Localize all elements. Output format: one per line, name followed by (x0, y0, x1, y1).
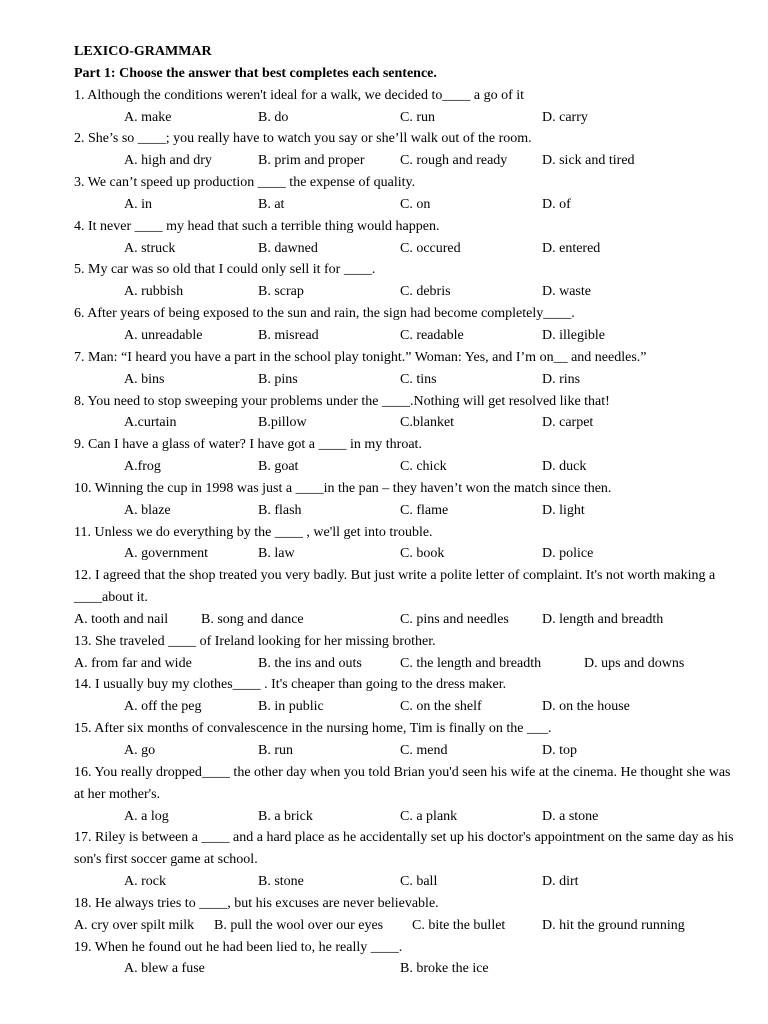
option-c: C. ball (400, 874, 438, 890)
option-d: D. ups and downs (584, 655, 685, 671)
option-c: C. run (400, 109, 435, 125)
option-b: B. broke the ice (400, 961, 489, 977)
question-stem: 4. It never ____ my head that such a terrible thing would happen. (74, 218, 440, 234)
option-a: A.frog (124, 459, 161, 475)
option-a: A.curtain (124, 415, 177, 431)
option-a: A. make (124, 109, 172, 125)
answer-options (74, 806, 738, 828)
option-b: B. pins (258, 371, 298, 387)
option-c: C. occured (400, 240, 461, 256)
option-a: A. tooth and nail (74, 611, 169, 627)
option-c: C. rough and ready (400, 153, 508, 169)
option-c: C. flame (400, 502, 449, 518)
answer-options (74, 958, 738, 980)
option-d: D. dirt (542, 874, 579, 890)
option-c: C. mend (400, 743, 448, 758)
question-stem: 12. I agreed that the shop treated you very badly. But just write a polite letter of complaint. It's not worth making a ____about it. (74, 568, 716, 606)
answer-options (74, 412, 738, 434)
option-a: A. off the peg (124, 699, 202, 715)
option-c: C. tins (400, 371, 437, 387)
option-b: B. misread (258, 327, 319, 343)
option-c: C. book (400, 546, 445, 562)
answer-options (74, 456, 738, 478)
option-a: A. rock (124, 874, 166, 890)
option-d: D. sick and tired (542, 153, 635, 169)
option-d: D. a stone (542, 808, 599, 824)
option-b: B. scrap (258, 284, 304, 300)
option-b: B. goat (258, 459, 299, 475)
option-a: A. government (124, 546, 208, 562)
option-d: D. carry (542, 109, 588, 125)
option-b: B.pillow (258, 415, 307, 431)
option-b: B. stone (258, 874, 304, 890)
section-title: LEXICO-GRAMMAR (74, 44, 212, 59)
option-a: A. blaze (124, 502, 171, 518)
option-b: B. dawned (258, 240, 318, 256)
answer-options (74, 194, 738, 216)
option-d: D. entered (542, 240, 601, 256)
answer-options (74, 696, 738, 718)
option-a: A. struck (124, 240, 176, 256)
option-c: C. a plank (400, 808, 458, 824)
option-d: D. on the house (542, 699, 630, 715)
option-a: A. go (124, 743, 156, 758)
question-stem: 14. I usually buy my clothes____ . It's cheaper than going to the dress maker. (74, 677, 507, 693)
option-c: C. the length and breadth (400, 655, 542, 671)
option-c: C. pins and needles (400, 611, 509, 627)
question-stem: 11. Unless we do everything by the ____ , we'll get into trouble. (74, 524, 433, 540)
question-stem: 10. Winning the cup in 1998 was just a ____in the pan – they haven’t won the match since then. (74, 480, 612, 496)
question-stem: 19. When he found out he had been lied to, he really ____. (74, 939, 403, 955)
question-stem: 5. My car was so old that I could only sell it for ____. (74, 262, 376, 278)
question-stem: 3. We can’t speed up production ____ the expense of quality. (74, 175, 416, 191)
option-b: B. pull the wool over our eyes (214, 917, 384, 933)
answer-options (74, 543, 738, 565)
option-b: B. at (258, 196, 285, 212)
option-d: D. of (542, 196, 571, 212)
option-b: B. the ins and outs (258, 655, 362, 671)
option-d: D. carpet (542, 415, 594, 431)
option-a: A. unreadable (124, 327, 203, 343)
answer-options (74, 325, 738, 347)
option-b: B. run (258, 743, 293, 758)
option-b: B. flash (258, 502, 302, 518)
question-stem: 1. Although the conditions weren't ideal for a walk, we decided to____ a go of it (74, 87, 525, 103)
answer-options (74, 150, 738, 172)
option-d: D. length and breadth (542, 611, 664, 627)
option-c: C. chick (400, 459, 447, 475)
option-b: B. prim and proper (258, 153, 365, 169)
option-c: C. debris (400, 284, 451, 300)
option-c: C. bite the bullet (412, 917, 506, 933)
option-d: D. police (542, 546, 594, 562)
question-stem: 7. Man: “I heard you have a part in the school play tonight.” Woman: Yes, and I’m on__ and needles.” (74, 349, 647, 365)
option-d: D. illegible (542, 327, 605, 343)
question-stem: 9. Can I have a glass of water? I have got a ____ in my throat. (74, 437, 422, 453)
option-a: A. cry over spilt milk (74, 917, 195, 933)
option-c: C. readable (400, 327, 464, 343)
answer-options (74, 609, 738, 631)
answer-options (74, 740, 738, 762)
option-d: D. rins (542, 371, 581, 387)
option-b: B. law (258, 546, 295, 562)
answer-options (74, 500, 738, 522)
answer-options (74, 871, 738, 893)
option-d: D. duck (542, 459, 587, 475)
option-a: A. bins (124, 371, 165, 387)
option-b: B. a brick (258, 808, 313, 824)
question-stem: 13. She traveled ____ of Ireland looking for her missing brother. (74, 633, 436, 649)
option-a: A. blew a fuse (124, 961, 205, 977)
option-b: B. do (258, 109, 289, 125)
option-a: A. in (124, 196, 152, 212)
option-c: C. on (400, 196, 431, 212)
question-stem: 16. You really dropped____ the other day when you told Brian you'd seen his wife at the cinema. He thought she was at her mother's. (74, 764, 731, 802)
option-c: C.blanket (400, 415, 455, 431)
question-stem: 18. He always tries to ____, but his excuses are never believable. (74, 895, 439, 911)
answer-options (74, 915, 738, 937)
answer-options (74, 238, 738, 260)
question-stem: 17. Riley is between a ____ and a hard place as he accidentally set up his doctor's appointment on the same day as his son's first soccer game at school. (74, 830, 734, 868)
question-stem: 2. She’s so ____; you really have to watch you say or she’ll walk out of the room. (74, 131, 532, 147)
option-a: A. from far and wide (74, 655, 192, 671)
option-d: D. light (542, 502, 585, 518)
answer-options (74, 369, 738, 391)
option-d: D. hit the ground running (542, 917, 685, 933)
option-a: A. a log (124, 808, 169, 824)
option-c: C. on the shelf (400, 699, 482, 715)
option-b: B. in public (258, 699, 324, 715)
question-stem: 8. You need to stop sweeping your problems under the ____.Nothing will get resolved like that! (74, 393, 610, 409)
option-b: B. song and dance (201, 611, 304, 627)
answer-options (74, 653, 738, 675)
question-stem: 6. After years of being exposed to the sun and rain, the sign had become completely____. (74, 306, 575, 322)
answer-options (74, 281, 738, 303)
part-instruction: Part 1: Choose the answer that best completes each sentence. (74, 65, 437, 81)
option-a: A. high and dry (124, 153, 212, 169)
option-d: D. top (542, 743, 577, 758)
answer-options (74, 107, 738, 129)
option-d: D. waste (542, 284, 591, 300)
option-a: A. rubbish (124, 284, 184, 300)
question-stem: 15. After six months of convalescence in the nursing home, Tim is finally on the ___. (74, 721, 552, 737)
